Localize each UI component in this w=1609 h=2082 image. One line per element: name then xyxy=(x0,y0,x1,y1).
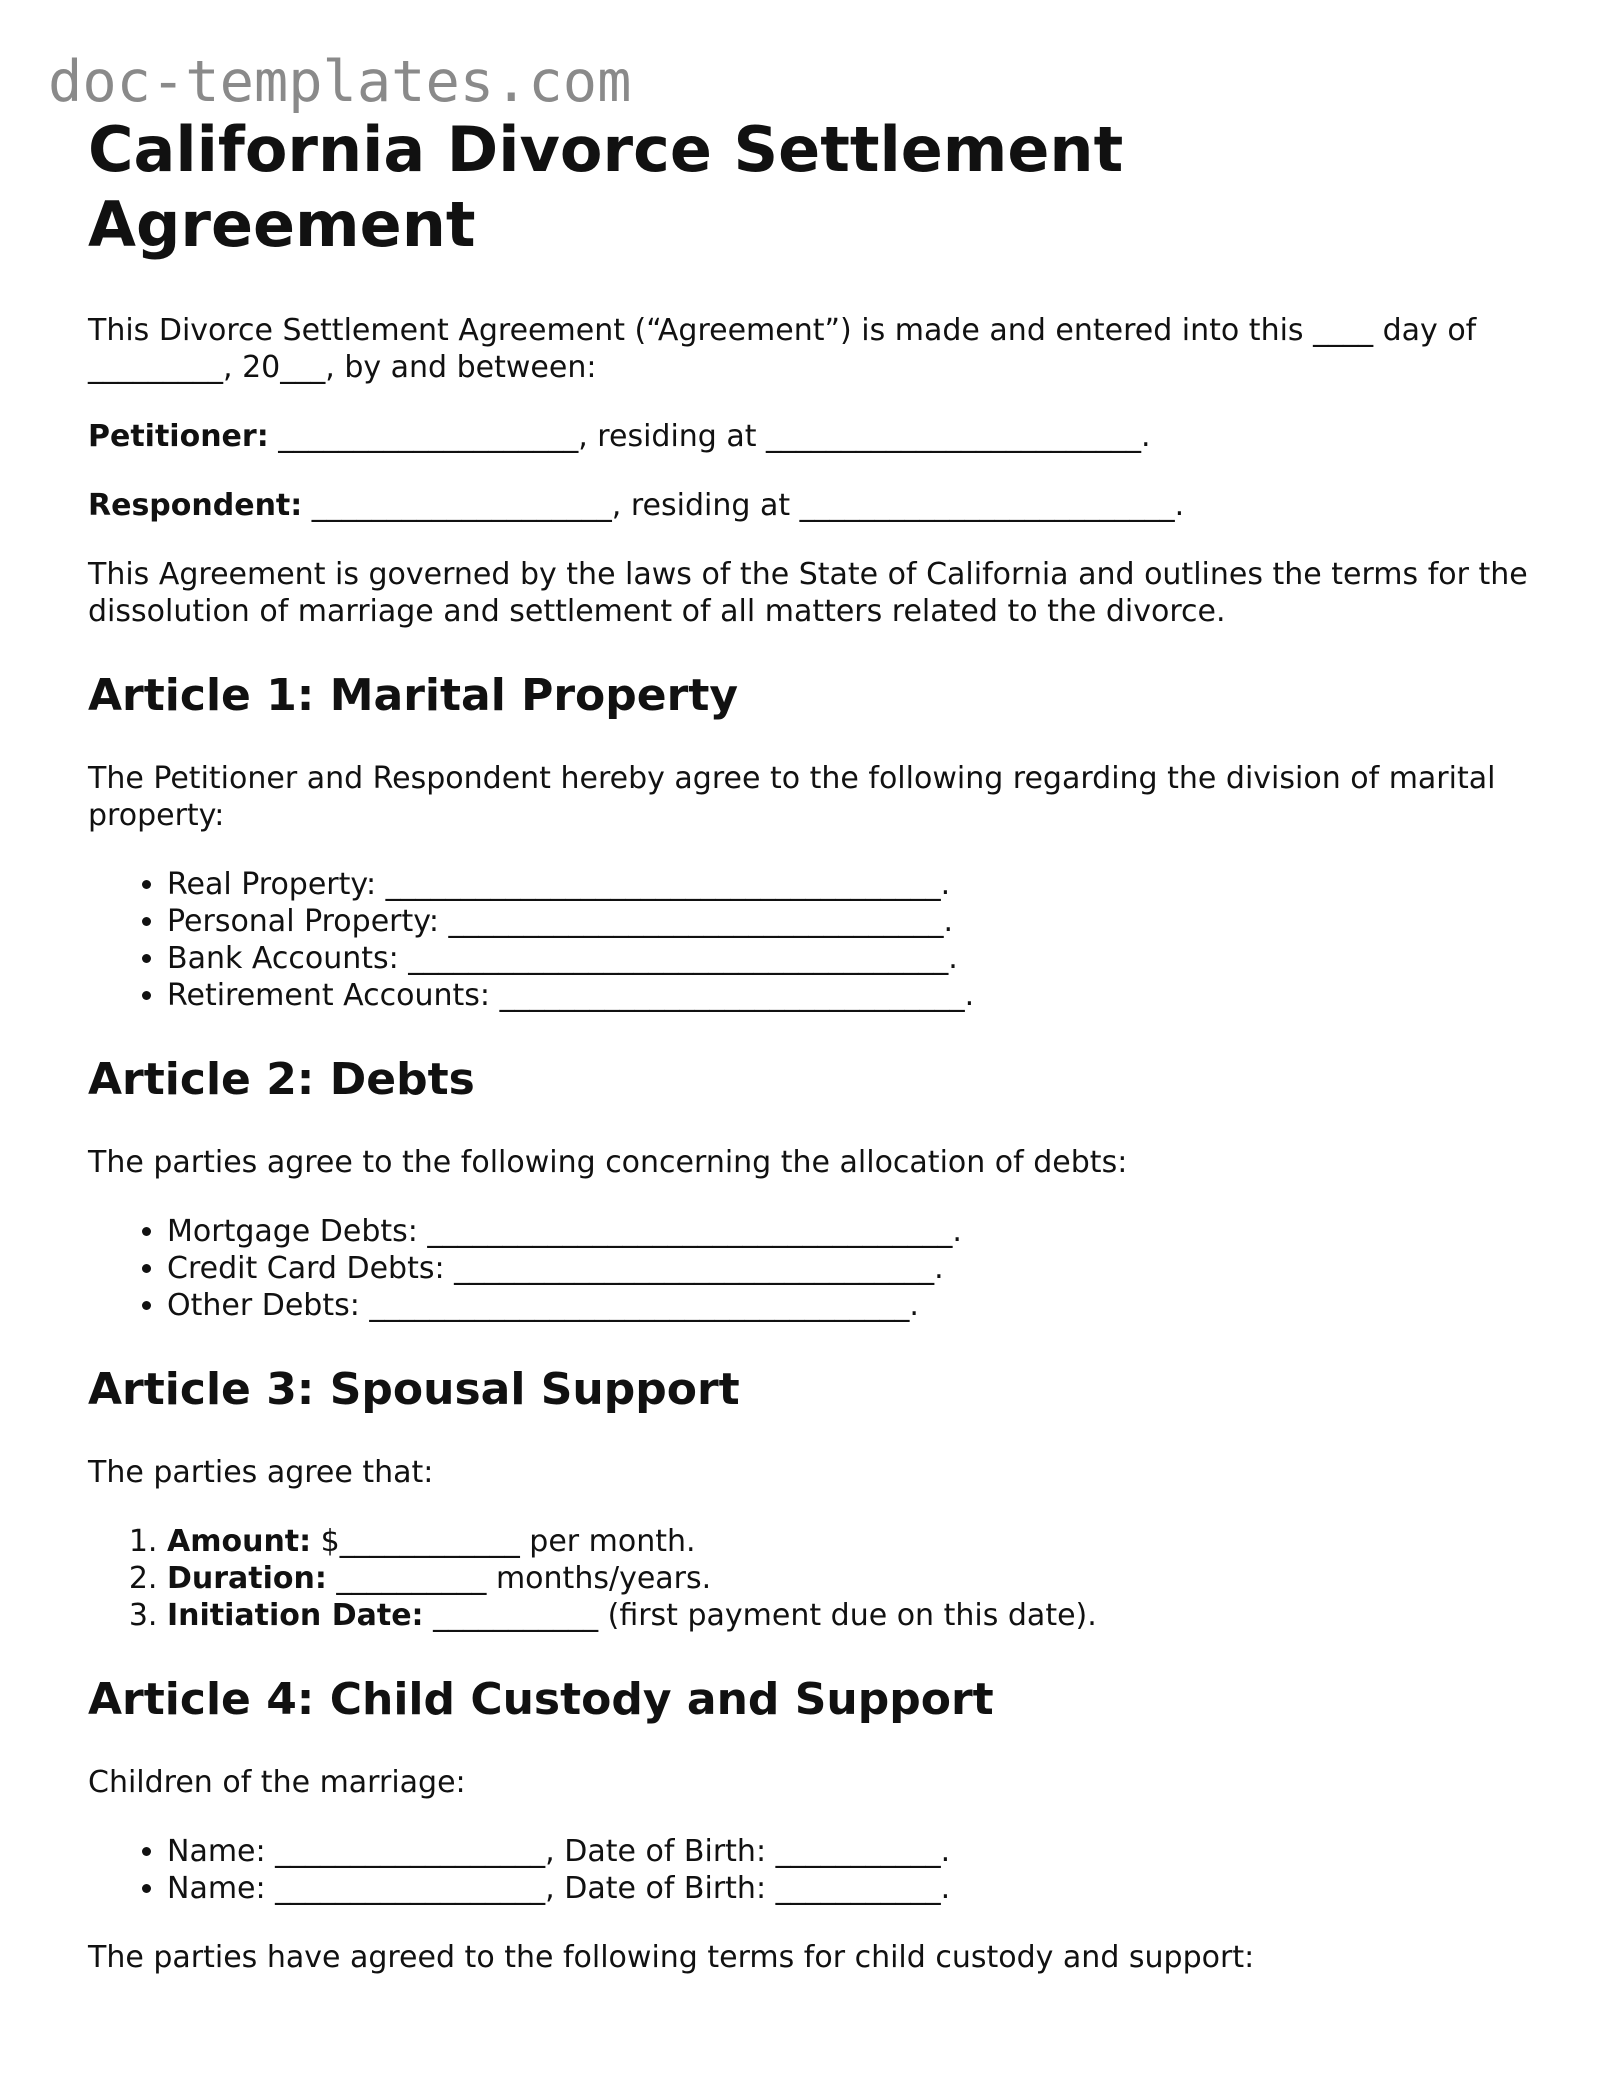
petitioner-label: Petitioner: xyxy=(88,419,269,454)
duration-text: __________ months/years. xyxy=(326,1561,712,1596)
petitioner-line xyxy=(88,418,1528,455)
article1-intro: The Petitioner and Respondent hereby agree to the following regarding the division of marital property: xyxy=(88,761,1496,833)
amount-label: Amount: xyxy=(167,1524,312,1559)
article4-heading: Article 4: Child Custody and Support xyxy=(88,1674,994,1725)
article3-list xyxy=(88,1523,1528,1634)
initiation-date-label: Initiation Date: xyxy=(167,1598,424,1633)
duration-label: Duration: xyxy=(167,1561,327,1596)
initiation-date-text: ___________ (first payment due on this date). xyxy=(423,1598,1097,1633)
governing-law-paragraph: This Agreement is governed by the laws of the State of California and outlines the terms for the dissolution of marriage and settlement of all matters related to the divorce. xyxy=(88,557,1528,629)
list-item: • Mortgage Debts: ___________________________________. xyxy=(167,1213,1528,1250)
article4-closing: The parties have agreed to the following terms for child custody and support: xyxy=(88,1940,1255,1975)
article4-intro: Children of the marriage: xyxy=(88,1765,466,1800)
document-body xyxy=(88,112,1528,2008)
article3-heading: Article 3: Spousal Support xyxy=(88,1364,740,1415)
article2-heading: Article 2: Debts xyxy=(88,1054,475,1105)
article3-intro: The parties agree that: xyxy=(88,1455,434,1490)
list-item xyxy=(167,1560,1528,1597)
document-title: California Divorce Settlement Agreement xyxy=(88,113,1124,261)
article2-list xyxy=(88,1213,1528,1324)
respondent-text: ____________________, residing at _________________________. xyxy=(302,488,1185,523)
article4-list xyxy=(88,1833,1528,1907)
petitioner-text: ____________________, residing at _________________________. xyxy=(268,419,1151,454)
amount-text: $____________ per month. xyxy=(311,1524,696,1559)
list-item xyxy=(167,1597,1528,1634)
list-item: • Credit Card Debts: ________________________________. xyxy=(167,1250,1528,1287)
article1-heading: Article 1: Marital Property xyxy=(88,670,739,721)
list-item: • Bank Accounts: ____________________________________. xyxy=(167,940,1528,977)
list-item xyxy=(167,1523,1528,1560)
list-item: • Name: __________________, Date of Birth: ___________. xyxy=(167,1870,1528,1907)
list-item: • Personal Property: _________________________________. xyxy=(167,903,1528,940)
article2-intro: The parties agree to the following concerning the allocation of debts: xyxy=(88,1145,1128,1180)
intro-paragraph: This Divorce Settlement Agreement (“Agreement”) is made and entered into this ____ day of _________, 20___, by and between: xyxy=(88,313,1477,385)
respondent-line xyxy=(88,487,1528,524)
watermark-text: doc-templates.com xyxy=(48,49,632,115)
list-item: • Name: __________________, Date of Birth: ___________. xyxy=(167,1833,1528,1870)
article1-list xyxy=(88,866,1528,1014)
list-item: • Real Property: _____________________________________. xyxy=(167,866,1528,903)
list-item: • Retirement Accounts: _______________________________. xyxy=(167,977,1528,1014)
respondent-label: Respondent: xyxy=(88,488,303,523)
list-item: • Other Debts: ____________________________________. xyxy=(167,1287,1528,1324)
